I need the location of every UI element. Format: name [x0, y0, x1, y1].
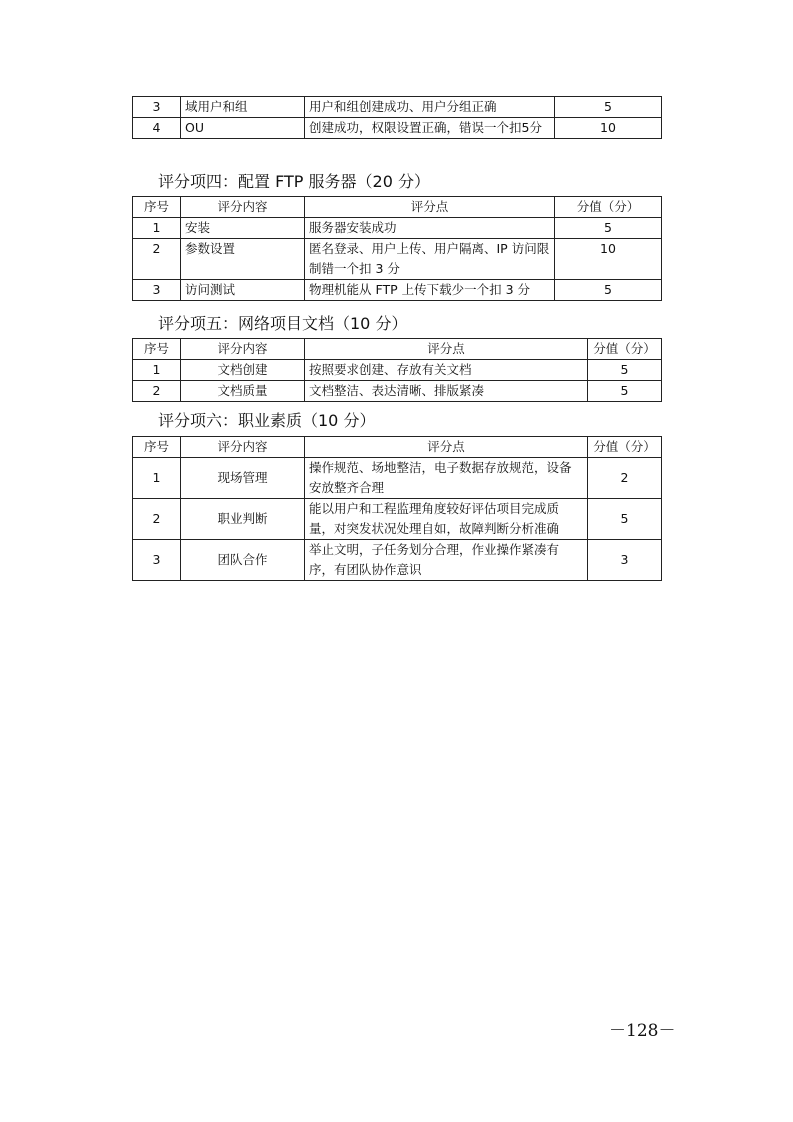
cell-index: 2 [133, 381, 181, 402]
section-title-docs: 评分项五：网络项目文档（10 分） [158, 314, 408, 333]
cell-content: 文档质量 [181, 381, 305, 402]
cell-content: 参数设置 [181, 239, 305, 280]
header-content: 评分内容 [181, 197, 305, 218]
cell-score: 2 [588, 458, 662, 499]
cell-content: 现场管理 [181, 458, 305, 499]
cell-score: 5 [555, 97, 662, 118]
cell-index: 3 [133, 97, 181, 118]
table-row [133, 280, 662, 301]
cell-index: 1 [133, 218, 181, 239]
cell-content: 职业判断 [181, 499, 305, 540]
table-row [133, 458, 662, 499]
cell-score: 5 [588, 499, 662, 540]
cell-points: 操作规范、场地整洁，电子数据存放规范，设备安放整齐合理 [305, 458, 588, 499]
header-content: 评分内容 [181, 339, 305, 360]
table-header-row [133, 437, 662, 458]
criteria-table-docs [132, 338, 662, 402]
section-title-professionalism: 评分项六：职业素质（10 分） [158, 411, 376, 430]
table-row [133, 239, 662, 280]
cell-points: 用户和组创建成功、用户分组正确 [305, 97, 555, 118]
cell-points: 能以用户和工程监理角度较好评估项目完成质量，对突发状况处理自如，故障判断分析准确 [305, 499, 588, 540]
table-row [133, 218, 662, 239]
header-score: 分值（分） [555, 197, 662, 218]
table-header-row [133, 339, 662, 360]
table-row [133, 540, 662, 581]
cell-content: 安装 [181, 218, 305, 239]
cell-content: 团队合作 [181, 540, 305, 581]
cell-index: 2 [133, 499, 181, 540]
cell-points: 服务器安装成功 [305, 218, 555, 239]
table-row [133, 360, 662, 381]
header-content: 评分内容 [181, 437, 305, 458]
header-points: 评分点 [305, 437, 588, 458]
cell-index: 1 [133, 360, 181, 381]
table-row [133, 97, 662, 118]
cell-content: 域用户和组 [181, 97, 305, 118]
cell-score: 5 [555, 218, 662, 239]
cell-index: 4 [133, 118, 181, 139]
cell-index: 2 [133, 239, 181, 280]
cell-points: 文档整洁、表达清晰、排版紧凑 [305, 381, 588, 402]
cell-points: 匿名登录、用户上传、用户隔离、IP 访问限制错一个扣 3 分 [305, 239, 555, 280]
table-row [133, 381, 662, 402]
cell-score: 5 [588, 360, 662, 381]
cell-content: 文档创建 [181, 360, 305, 381]
cell-index: 1 [133, 458, 181, 499]
criteria-table-ftp [132, 196, 662, 301]
cell-score: 3 [588, 540, 662, 581]
table-row [133, 499, 662, 540]
header-points: 评分点 [305, 339, 588, 360]
table-row [133, 118, 662, 139]
table-header-row [133, 197, 662, 218]
page-number: －128－ [609, 1021, 676, 1041]
cell-content: 访问测试 [181, 280, 305, 301]
cell-score: 10 [555, 118, 662, 139]
header-score: 分值（分） [588, 339, 662, 360]
cell-score: 10 [555, 239, 662, 280]
header-index: 序号 [133, 339, 181, 360]
cell-score: 5 [588, 381, 662, 402]
cell-points: 举止文明，子任务划分合理，作业操作紧凑有序，有团队协作意识 [305, 540, 588, 581]
cell-points: 创建成功，权限设置正确，错误一个扣5分 [305, 118, 555, 139]
cell-index: 3 [133, 540, 181, 581]
section-title-ftp: 评分项四：配置 FTP 服务器（20 分） [158, 172, 430, 191]
cell-points: 按照要求创建、存放有关文档 [305, 360, 588, 381]
cell-index: 3 [133, 280, 181, 301]
header-index: 序号 [133, 437, 181, 458]
cell-score: 5 [555, 280, 662, 301]
header-points: 评分点 [305, 197, 555, 218]
header-index: 序号 [133, 197, 181, 218]
criteria-table-professionalism [132, 436, 662, 581]
criteria-table-continued [132, 96, 662, 139]
cell-points: 物理机能从 FTP 上传下载少一个扣 3 分 [305, 280, 555, 301]
cell-content: OU [181, 118, 305, 139]
header-score: 分值（分） [588, 437, 662, 458]
